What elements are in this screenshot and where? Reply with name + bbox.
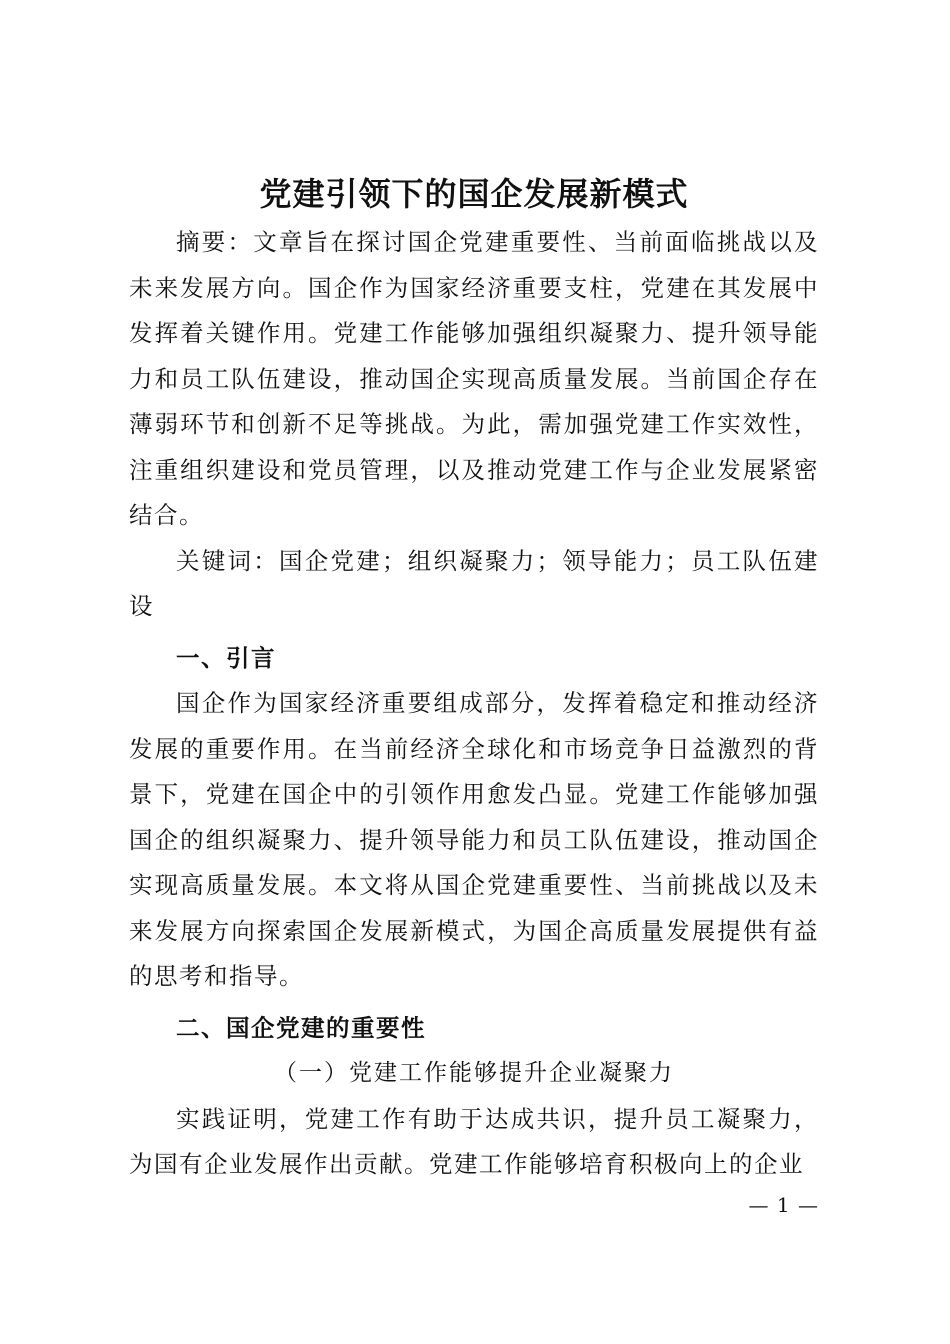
abstract-paragraph: 摘要：文章旨在探讨国企党建重要性、当前面临挑战以及未来发展方向。国企作为国家经济重要支柱，党建在其发展中发挥着关键作用。党建工作能够加强组织凝聚力、提升领导能力和员工队伍建设，推动国企实现高质量发展。当前国企存在薄弱环节和创新不足等挑战。为此，需加强党建工作实效性，注重组织建设和党员管理，以及推动党建工作与企业发展紧密结合。 <box>129 228 819 529</box>
section-2-body: 实践证明，党建工作有助于达成共识，提升员工凝聚力，为国有企业发展作出贡献。党建工作能够培育积极向上的企业 <box>129 1104 819 1178</box>
keywords-paragraph: 关键词：国企党建；组织凝聚力；领导能力；员工队伍建设 <box>129 546 819 620</box>
document-page <box>129 168 819 1188</box>
section-1-body: 国企作为国家经济重要组成部分，发挥着稳定和推动经济发展的重要作用。在当前经济全球化和市场竞争日益激烈的背景下，党建在国企中的引领作用愈发凸显。党建工作能够加强国企的组织凝聚力、提升领导能力和员工队伍建设，推动国企实现高质量发展。本文将从国企党建重要性、当前挑战以及未来发展方向探索国企发展新模式，为国企高质量发展提供有益的思考和指导。 <box>129 689 819 990</box>
section-1-heading: 一、引言 <box>176 643 276 672</box>
section-2-subheading: （一）党建工作能够提升企业凝聚力 <box>274 1060 674 1086</box>
section-2-heading: 二、国企党建的重要性 <box>176 1013 426 1042</box>
document-title: 党建引领下的国企发展新模式 <box>259 175 689 213</box>
page-number: — 1 — <box>748 1193 819 1217</box>
